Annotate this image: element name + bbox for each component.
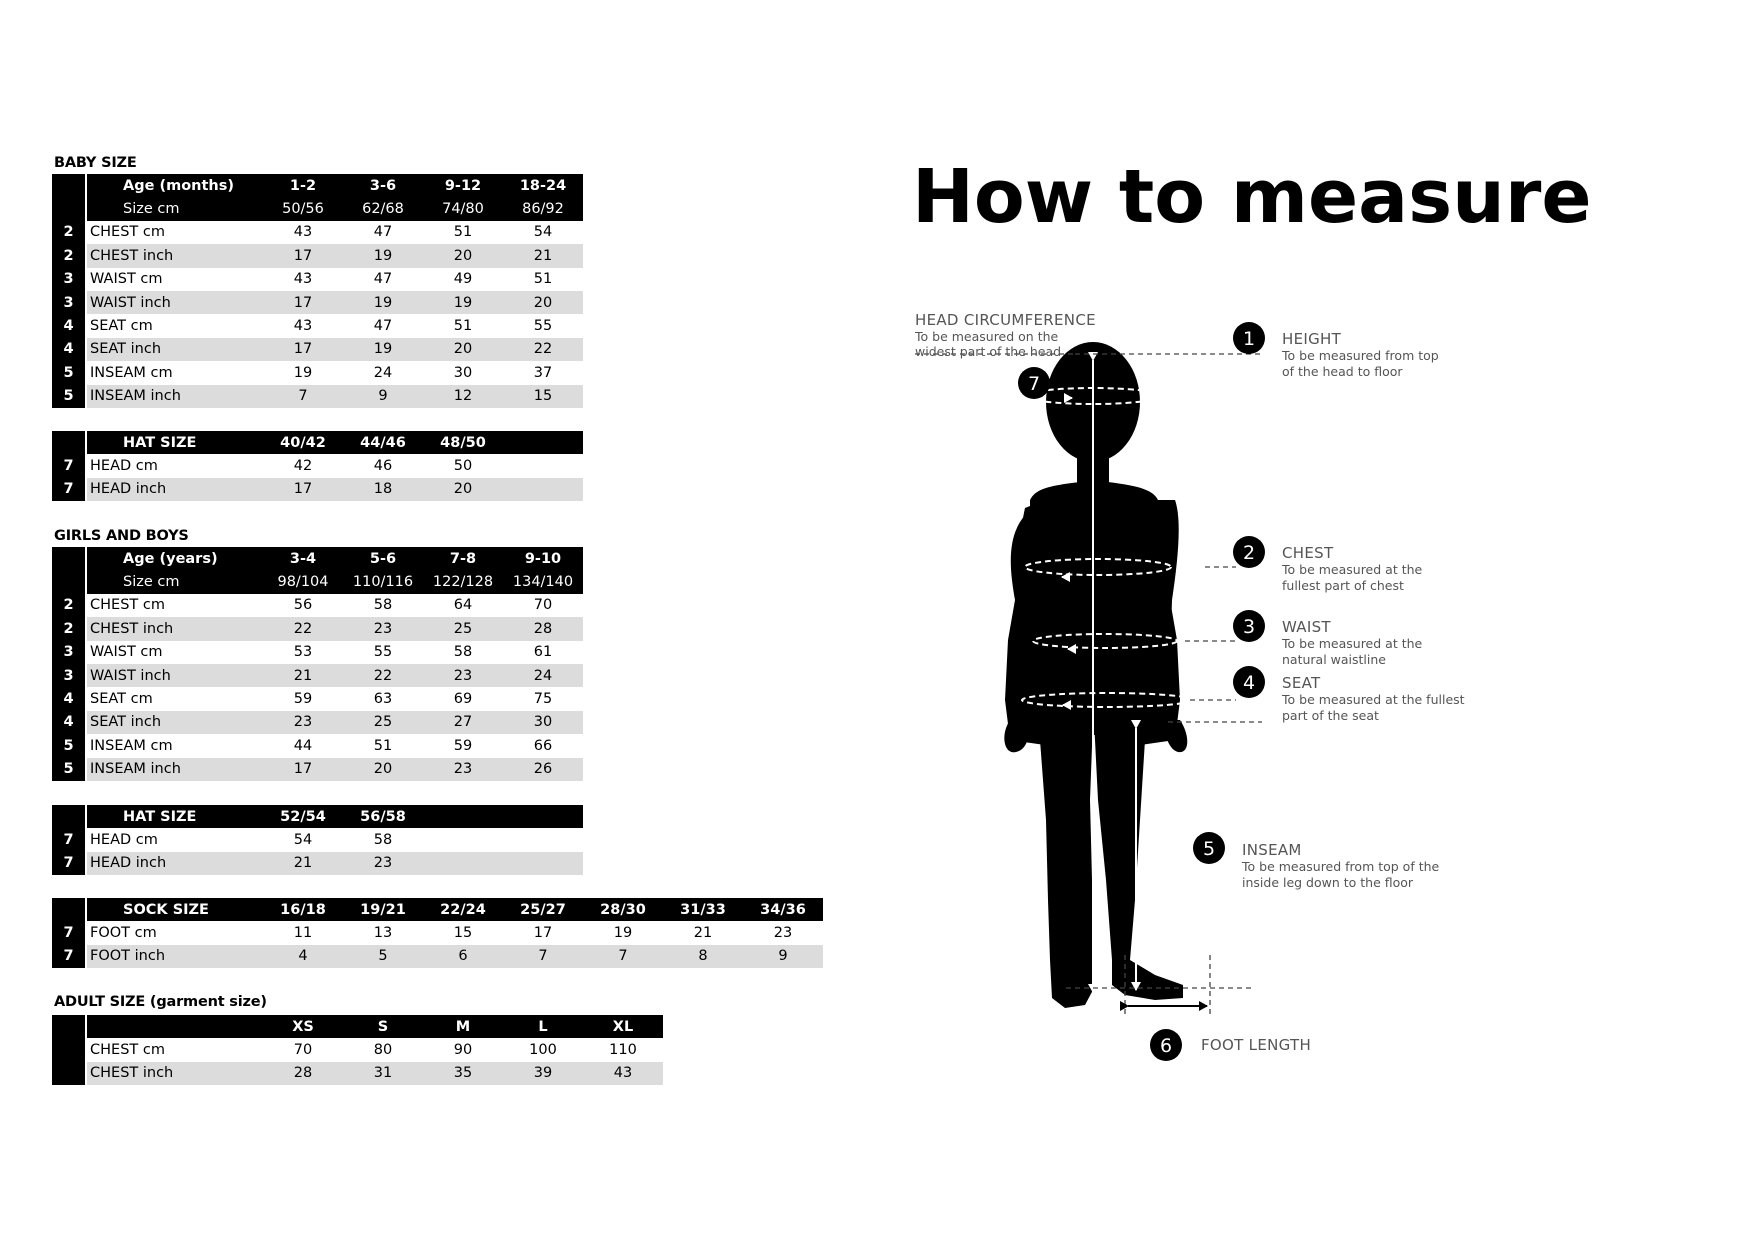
measurement-number: 7 (52, 828, 86, 851)
marker-1 (1233, 322, 1265, 354)
value-cell: 24 (373, 364, 393, 381)
row-label: FOOT inch (86, 945, 263, 968)
value-cell: 19 (293, 364, 313, 381)
inseam-desc-2: inside leg down to the floor (1242, 875, 1414, 890)
header-label-cell: HAT SIZE (86, 805, 263, 828)
value-cell: 17 (263, 291, 343, 314)
header-cell: 28/30 (583, 898, 663, 921)
value-cell: 19 (343, 244, 423, 267)
value-cell: 58 (373, 597, 393, 614)
value-cell: 75 (533, 691, 553, 708)
value-cell: 20 (423, 478, 503, 501)
value-cell: 30 (453, 364, 473, 381)
header-cell: L (503, 1015, 583, 1038)
value-cell: 51 (453, 224, 473, 241)
value-cell: 7 (583, 945, 663, 968)
value-cell: 18 (343, 478, 423, 501)
svg-text:7: 7 (1027, 373, 1041, 395)
child-silhouette (1004, 342, 1187, 1008)
value-cell: 25 (343, 711, 423, 734)
value-cell: 17 (533, 925, 553, 942)
value-cell: 59 (293, 691, 313, 708)
head-circumference-desc-1: To be measured on the (915, 329, 1059, 344)
value-cell: 9 (343, 385, 423, 408)
value-cell: 70 (293, 1042, 313, 1059)
header-cell: M (423, 1015, 503, 1038)
header-cell: 86/92 (503, 197, 583, 220)
value-cell: 5 (343, 945, 423, 968)
measurement-number: 7 (52, 478, 86, 501)
header-cell: 31/33 (663, 898, 743, 921)
header-cell: 50/56 (263, 197, 343, 220)
header-cell: 48/50 (423, 431, 503, 454)
value-cell: 28 (263, 1062, 343, 1085)
value-cell: 64 (453, 597, 473, 614)
value-cell: 63 (373, 691, 393, 708)
header-cell: XS (263, 1015, 343, 1038)
row-label: SEAT cm (90, 318, 153, 335)
row-label: HEAD cm (90, 832, 158, 849)
value-cell: 43 (293, 318, 313, 335)
row-label: CHEST inch (86, 244, 263, 267)
header-cell: 19/21 (343, 898, 423, 921)
value-cell: 7 (503, 945, 583, 968)
value-cell: 17 (263, 338, 343, 361)
header-label-cell: SOCK SIZE (86, 898, 263, 921)
value-cell: 55 (533, 318, 553, 335)
value-cell: 9 (743, 945, 823, 968)
seat-desc-2: part of the seat (1282, 708, 1379, 723)
value-cell: 80 (373, 1042, 393, 1059)
value-cell: 51 (533, 271, 553, 288)
value-cell: 23 (343, 617, 423, 640)
header-cell: 62/68 (343, 197, 423, 220)
row-label: SEAT cm (90, 691, 153, 708)
value-cell: 54 (293, 832, 313, 849)
value-cell: 39 (503, 1062, 583, 1085)
value-cell: 20 (423, 244, 503, 267)
value-cell: 22 (263, 617, 343, 640)
measurement-number: 7 (52, 945, 86, 968)
inseam-label: INSEAM (1242, 841, 1302, 859)
row-label: FOOT cm (90, 925, 157, 942)
value-cell: 42 (293, 458, 313, 475)
value-cell: 20 (503, 291, 583, 314)
value-cell: 8 (663, 945, 743, 968)
value-cell: 47 (373, 318, 393, 335)
value-cell: 31 (343, 1062, 423, 1085)
svg-text:5: 5 (1202, 838, 1216, 860)
row-label: CHEST cm (90, 597, 165, 614)
value-cell: 15 (503, 385, 583, 408)
value-cell: 54 (533, 224, 553, 241)
measurement-number: 3 (52, 641, 86, 664)
value-cell: 19 (343, 338, 423, 361)
value-cell: 25 (423, 617, 503, 640)
value-cell: 23 (343, 852, 423, 875)
measurement-number: 7 (52, 921, 86, 944)
measurement-number: 2 (52, 221, 86, 244)
header-cell: 9-12 (423, 174, 503, 197)
value-cell: 20 (423, 338, 503, 361)
row-label: WAIST cm (90, 644, 163, 661)
measurement-number: 4 (52, 338, 86, 361)
value-cell: 28 (503, 617, 583, 640)
row-label: WAIST inch (86, 291, 263, 314)
row-label: HEAD inch (86, 478, 263, 501)
row-label: CHEST inch (86, 617, 263, 640)
measurement-number: 2 (52, 244, 86, 267)
measurement-number: 4 (52, 687, 86, 710)
row-label: SEAT inch (86, 338, 263, 361)
value-cell: 17 (263, 758, 343, 781)
value-cell: 17 (263, 244, 343, 267)
value-cell: 49 (453, 271, 473, 288)
measurement-number: 5 (52, 734, 86, 757)
row-label: WAIST cm (90, 271, 163, 288)
value-cell: 11 (293, 925, 313, 942)
header-cell: 98/104 (263, 570, 343, 593)
marker-7 (1018, 367, 1050, 399)
inseam-desc-1: To be measured from top of the (1242, 859, 1440, 874)
girls-and-boys-title: GIRLS AND BOYS (54, 528, 189, 544)
value-cell: 21 (693, 925, 713, 942)
value-cell: 100 (529, 1042, 557, 1059)
header-label-cell: Age (months) (86, 174, 263, 197)
height-label: HEIGHT (1282, 330, 1342, 348)
marker-2 (1233, 536, 1265, 568)
value-cell: 44 (293, 737, 313, 754)
measurement-number: 4 (52, 314, 86, 337)
value-cell: 43 (293, 271, 313, 288)
measurement-number: 4 (52, 711, 86, 734)
adult-size-title: ADULT SIZE (garment size) (54, 994, 267, 1010)
value-cell: 12 (423, 385, 503, 408)
value-cell: 110 (609, 1042, 637, 1059)
foot-length-label: FOOT LENGTH (1201, 1036, 1312, 1054)
value-cell: 6 (423, 945, 503, 968)
svg-text:4: 4 (1242, 672, 1256, 694)
row-label: INSEAM inch (86, 385, 263, 408)
value-cell: 15 (453, 925, 473, 942)
value-cell: 23 (263, 711, 343, 734)
value-cell: 21 (503, 244, 583, 267)
value-cell: 56 (293, 597, 313, 614)
marker-6 (1150, 1029, 1182, 1061)
height-desc-1: To be measured from top (1282, 348, 1439, 363)
waist-label: WAIST (1282, 618, 1331, 636)
value-cell: 90 (453, 1042, 473, 1059)
row-label: HEAD cm (90, 458, 158, 475)
value-cell: 23 (773, 925, 793, 942)
header-cell: 122/128 (423, 570, 503, 593)
value-cell: 20 (343, 758, 423, 781)
row-label: INSEAM cm (90, 737, 173, 754)
svg-text:3: 3 (1242, 616, 1256, 638)
header-cell: XL (583, 1015, 663, 1038)
value-cell: 37 (533, 364, 553, 381)
header-cell: 34/36 (743, 898, 823, 921)
value-cell: 70 (533, 597, 553, 614)
header-cell: 40/42 (263, 431, 343, 454)
height-desc-2: of the head to floor (1282, 364, 1403, 379)
header-cell: 25/27 (503, 898, 583, 921)
value-cell: 55 (373, 644, 393, 661)
row-label: WAIST inch (86, 664, 263, 687)
row-label: CHEST cm (90, 224, 165, 241)
value-cell: 61 (533, 644, 553, 661)
value-cell: 51 (453, 318, 473, 335)
value-cell: 69 (453, 691, 473, 708)
header-cell: 134/140 (503, 570, 583, 593)
value-cell: 43 (293, 224, 313, 241)
value-cell: 35 (423, 1062, 503, 1085)
waist-desc-2: natural waistline (1282, 652, 1386, 667)
head-circumference-label: HEAD CIRCUMFERENCE (915, 311, 1096, 329)
header-cell: 16/18 (263, 898, 343, 921)
measurement-number: 3 (52, 268, 86, 291)
value-cell: 53 (293, 644, 313, 661)
value-cell: 46 (373, 458, 393, 475)
header-cell: S (343, 1015, 423, 1038)
header-cell: 56/58 (343, 805, 423, 828)
value-cell: 66 (533, 737, 553, 754)
measurement-number: 3 (52, 291, 86, 314)
header-cell: 18-24 (503, 174, 583, 197)
header-label-cell: Age (years) (86, 547, 263, 570)
marker-4 (1233, 666, 1265, 698)
value-cell: 51 (373, 737, 393, 754)
header-cell: 1-2 (263, 174, 343, 197)
value-cell: 17 (263, 478, 343, 501)
value-cell: 19 (423, 291, 503, 314)
row-label: INSEAM inch (86, 758, 263, 781)
chest-desc-2: fullest part of chest (1282, 578, 1404, 593)
value-cell: 19 (613, 925, 633, 942)
row-label: INSEAM cm (90, 364, 173, 381)
value-cell: 30 (503, 711, 583, 734)
page-title: How to measure (912, 154, 1592, 240)
value-cell: 22 (503, 338, 583, 361)
svg-text:1: 1 (1242, 328, 1256, 350)
header-cell: 44/46 (343, 431, 423, 454)
value-cell: 43 (583, 1062, 663, 1085)
marker-3 (1233, 610, 1265, 642)
header-cell: 7-8 (423, 547, 503, 570)
measurement-number: 5 (52, 758, 86, 781)
value-cell: 47 (373, 271, 393, 288)
value-cell: 58 (453, 644, 473, 661)
row-label: CHEST cm (90, 1042, 165, 1059)
measurement-number: 2 (52, 594, 86, 617)
value-cell: 59 (453, 737, 473, 754)
value-cell: 19 (343, 291, 423, 314)
waist-desc-1: To be measured at the (1282, 636, 1423, 651)
baby-size-title: BABY SIZE (54, 155, 137, 171)
row-label: HEAD inch (86, 852, 263, 875)
measurement-number: 7 (52, 852, 86, 875)
header-label-cell: Size cm (86, 197, 263, 220)
value-cell: 27 (423, 711, 503, 734)
value-cell: 47 (373, 224, 393, 241)
header-cell: 5-6 (343, 547, 423, 570)
row-label: SEAT inch (86, 711, 263, 734)
measurement-number: 3 (52, 664, 86, 687)
seat-label: SEAT (1282, 674, 1321, 692)
measurement-number: 7 (52, 454, 86, 477)
header-label-cell: Size cm (86, 570, 263, 593)
chest-desc-1: To be measured at the (1282, 562, 1423, 577)
value-cell: 21 (263, 852, 343, 875)
header-cell: 52/54 (263, 805, 343, 828)
measurement-number: 2 (52, 617, 86, 640)
header-cell: 9-10 (503, 547, 583, 570)
marker-5 (1193, 832, 1225, 864)
head-circumference-desc-2: widest part of the head (915, 344, 1062, 359)
header-cell: 3-4 (263, 547, 343, 570)
header-cell: 3-6 (343, 174, 423, 197)
measurement-number: 5 (52, 385, 86, 408)
value-cell: 26 (503, 758, 583, 781)
svg-text:6: 6 (1159, 1035, 1173, 1057)
value-cell: 58 (373, 832, 393, 849)
value-cell: 24 (503, 664, 583, 687)
header-cell: 22/24 (423, 898, 503, 921)
value-cell: 23 (423, 664, 503, 687)
value-cell: 50 (453, 458, 473, 475)
value-cell: 23 (423, 758, 503, 781)
value-cell: 13 (373, 925, 393, 942)
header-label-cell: HAT SIZE (86, 431, 263, 454)
header-cell: 110/116 (343, 570, 423, 593)
measurement-number: 5 (52, 361, 86, 384)
seat-desc-1: To be measured at the fullest (1282, 692, 1465, 707)
chest-label: CHEST (1282, 544, 1334, 562)
row-label: CHEST inch (86, 1062, 263, 1085)
value-cell: 4 (263, 945, 343, 968)
value-cell: 21 (263, 664, 343, 687)
header-cell: 74/80 (423, 197, 503, 220)
svg-text:2: 2 (1242, 542, 1256, 564)
value-cell: 22 (343, 664, 423, 687)
value-cell: 7 (263, 385, 343, 408)
